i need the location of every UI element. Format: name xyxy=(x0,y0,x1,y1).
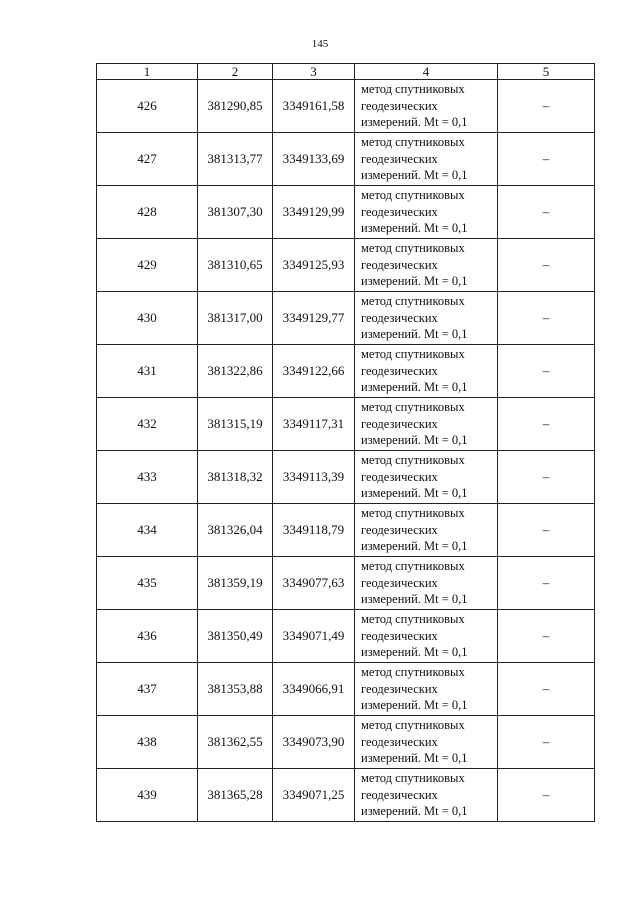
method-cell xyxy=(355,345,498,398)
note-cell: – xyxy=(498,345,595,398)
method-line: метод спутниковых xyxy=(361,665,465,680)
point-number-cell: 433 xyxy=(97,451,198,504)
point-number-cell: 438 xyxy=(97,716,198,769)
note-cell: – xyxy=(498,557,595,610)
coord-y-cell: 3349113,39 xyxy=(273,451,355,504)
point-number-cell: 428 xyxy=(97,186,198,239)
header-col-4: 4 xyxy=(355,64,498,80)
table-row xyxy=(97,292,595,345)
coord-y-cell: 3349122,66 xyxy=(273,345,355,398)
table-row xyxy=(97,769,595,822)
method-line: геодезических xyxy=(361,310,438,325)
header-col-2: 2 xyxy=(198,64,273,80)
coordinates-table xyxy=(96,63,595,822)
note-cell: – xyxy=(498,663,595,716)
method-line: измерений. Mt = 0,1 xyxy=(361,592,468,607)
note-cell: – xyxy=(498,451,595,504)
method-line: геодезических xyxy=(361,416,438,431)
point-number-cell: 435 xyxy=(97,557,198,610)
method-cell xyxy=(355,398,498,451)
coord-y-cell: 3349129,99 xyxy=(273,186,355,239)
method-line: метод спутниковых xyxy=(361,718,465,733)
method-line: геодезических xyxy=(361,575,438,590)
note-cell: – xyxy=(498,769,595,822)
method-line: измерений. Mt = 0,1 xyxy=(361,168,468,183)
table-row xyxy=(97,557,595,610)
table-row xyxy=(97,186,595,239)
coord-x-cell: 381350,49 xyxy=(198,610,273,663)
method-cell xyxy=(355,451,498,504)
table-row xyxy=(97,239,595,292)
table-header xyxy=(97,64,595,80)
coord-y-cell: 3349125,93 xyxy=(273,239,355,292)
point-number-cell: 427 xyxy=(97,133,198,186)
point-number-cell: 431 xyxy=(97,345,198,398)
coord-x-cell: 381315,19 xyxy=(198,398,273,451)
table-row xyxy=(97,133,595,186)
method-line: метод спутниковых xyxy=(361,241,465,256)
header-col-1: 1 xyxy=(97,64,198,80)
coord-x-cell: 381310,65 xyxy=(198,239,273,292)
coord-x-cell: 381359,19 xyxy=(198,557,273,610)
coord-y-cell: 3349161,58 xyxy=(273,80,355,133)
point-number-cell: 426 xyxy=(97,80,198,133)
page-number: 145 xyxy=(311,38,329,50)
method-cell xyxy=(355,80,498,133)
table-row xyxy=(97,80,595,133)
coord-x-cell: 381322,86 xyxy=(198,345,273,398)
method-line: метод спутниковых xyxy=(361,612,465,627)
coord-x-cell: 381307,30 xyxy=(198,186,273,239)
coord-x-cell: 381326,04 xyxy=(198,504,273,557)
header-col-3: 3 xyxy=(273,64,355,80)
note-cell: – xyxy=(498,504,595,557)
point-number-cell: 430 xyxy=(97,292,198,345)
table-row xyxy=(97,398,595,451)
coord-x-cell: 381318,32 xyxy=(198,451,273,504)
method-line: метод спутниковых xyxy=(361,506,465,521)
method-line: измерений. Mt = 0,1 xyxy=(361,115,468,130)
method-line: геодезических xyxy=(361,628,438,643)
table-row xyxy=(97,610,595,663)
method-line: геодезических xyxy=(361,257,438,272)
point-number-cell: 434 xyxy=(97,504,198,557)
note-cell: – xyxy=(498,80,595,133)
method-line: геодезических xyxy=(361,469,438,484)
method-line: метод спутниковых xyxy=(361,400,465,415)
method-line: измерений. Mt = 0,1 xyxy=(361,380,468,395)
coord-x-cell: 381317,00 xyxy=(198,292,273,345)
note-cell: – xyxy=(498,716,595,769)
note-cell: – xyxy=(498,398,595,451)
table-row xyxy=(97,716,595,769)
note-cell: – xyxy=(498,133,595,186)
method-line: геодезических xyxy=(361,151,438,166)
coord-x-cell: 381365,28 xyxy=(198,769,273,822)
method-line: измерений. Mt = 0,1 xyxy=(361,698,468,713)
method-line: измерений. Mt = 0,1 xyxy=(361,486,468,501)
method-line: геодезических xyxy=(361,734,438,749)
method-cell xyxy=(355,186,498,239)
note-cell: – xyxy=(498,292,595,345)
method-line: метод спутниковых xyxy=(361,453,465,468)
method-line: измерений. Mt = 0,1 xyxy=(361,645,468,660)
method-line: измерений. Mt = 0,1 xyxy=(361,539,468,554)
point-number-cell: 437 xyxy=(97,663,198,716)
coord-y-cell: 3349133,69 xyxy=(273,133,355,186)
method-line: измерений. Mt = 0,1 xyxy=(361,433,468,448)
note-cell: – xyxy=(498,239,595,292)
coord-x-cell: 381313,77 xyxy=(198,133,273,186)
method-cell xyxy=(355,133,498,186)
coord-y-cell: 3349118,79 xyxy=(273,504,355,557)
coord-y-cell: 3349117,31 xyxy=(273,398,355,451)
method-cell xyxy=(355,557,498,610)
table-row xyxy=(97,663,595,716)
table-row xyxy=(97,504,595,557)
coord-y-cell: 3349071,25 xyxy=(273,769,355,822)
coord-y-cell: 3349071,49 xyxy=(273,610,355,663)
method-cell xyxy=(355,239,498,292)
coord-x-cell: 381362,55 xyxy=(198,716,273,769)
method-line: геодезических xyxy=(361,204,438,219)
point-number-cell: 439 xyxy=(97,769,198,822)
header-row xyxy=(97,64,595,80)
method-line: геодезических xyxy=(361,787,438,802)
coord-y-cell: 3349129,77 xyxy=(273,292,355,345)
method-line: метод спутниковых xyxy=(361,559,465,574)
method-line: метод спутниковых xyxy=(361,188,465,203)
point-number-cell: 429 xyxy=(97,239,198,292)
table-row xyxy=(97,451,595,504)
method-cell xyxy=(355,292,498,345)
method-line: измерений. Mt = 0,1 xyxy=(361,327,468,342)
coord-x-cell: 381290,85 xyxy=(198,80,273,133)
method-line: геодезических xyxy=(361,98,438,113)
note-cell: – xyxy=(498,186,595,239)
point-number-cell: 436 xyxy=(97,610,198,663)
method-line: геодезических xyxy=(361,522,438,537)
method-line: измерений. Mt = 0,1 xyxy=(361,804,468,819)
header-col-5: 5 xyxy=(498,64,595,80)
coord-x-cell: 381353,88 xyxy=(198,663,273,716)
note-cell: – xyxy=(498,610,595,663)
method-line: метод спутниковых xyxy=(361,771,465,786)
coord-y-cell: 3349077,63 xyxy=(273,557,355,610)
coord-y-cell: 3349073,90 xyxy=(273,716,355,769)
method-line: геодезических xyxy=(361,681,438,696)
method-cell xyxy=(355,716,498,769)
method-line: метод спутниковых xyxy=(361,294,465,309)
method-cell xyxy=(355,504,498,557)
method-line: измерений. Mt = 0,1 xyxy=(361,751,468,766)
method-line: геодезических xyxy=(361,363,438,378)
method-cell xyxy=(355,663,498,716)
point-number-cell: 432 xyxy=(97,398,198,451)
method-cell xyxy=(355,769,498,822)
method-line: метод спутниковых xyxy=(361,347,465,362)
method-cell xyxy=(355,610,498,663)
method-line: метод спутниковых xyxy=(361,135,465,150)
method-line: измерений. Mt = 0,1 xyxy=(361,221,468,236)
table-row xyxy=(97,345,595,398)
coord-y-cell: 3349066,91 xyxy=(273,663,355,716)
table-body xyxy=(97,80,595,822)
method-line: метод спутниковых xyxy=(361,82,465,97)
method-line: измерений. Mt = 0,1 xyxy=(361,274,468,289)
